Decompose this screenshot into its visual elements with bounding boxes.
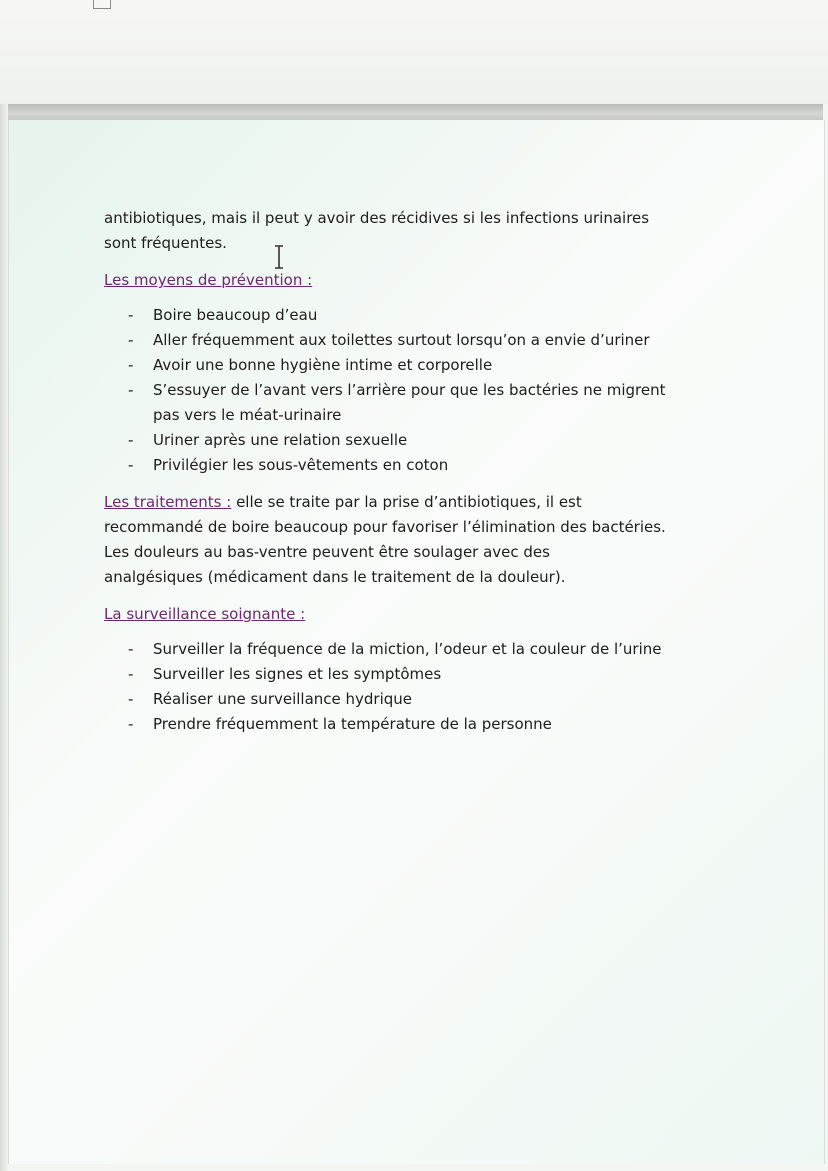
document-content xyxy=(104,206,744,737)
prevention-list xyxy=(104,303,744,478)
intro-line-1: antibiotiques, mais il peut y avoir des récidives si les infections urinaires xyxy=(104,209,650,227)
list-item: - S’essuyer de l’avant vers l’arrière pour que les bactéries ne migrent xyxy=(153,378,744,403)
list-item: - Boire beaucoup d’eau xyxy=(153,303,744,328)
intro-line-2: sont fréquentes. xyxy=(104,234,227,252)
traitements-line-1-text: elle se traite par la prise d’antibiotiques, il est xyxy=(231,493,582,511)
surveillance-list xyxy=(104,637,744,737)
prevention-heading: Les moyens de prévention : xyxy=(104,271,313,289)
list-item: - Privilégier les sous-vêtements en coton xyxy=(153,453,744,478)
ruler-tick-icon xyxy=(93,0,111,9)
list-item: - Réaliser une surveillance hydrique xyxy=(153,687,744,712)
page-divider xyxy=(8,104,823,120)
traitements-line-2: recommandé de boire beaucoup pour favoriser l’élimination des bactéries. xyxy=(104,518,666,536)
surveillance-heading-line xyxy=(104,602,744,627)
traitements-line-1 xyxy=(104,490,744,515)
traitements-line-3: Les douleurs au bas-ventre peuvent être soulager avec des xyxy=(104,543,550,561)
surveillance-heading: La surveillance soignante : xyxy=(104,605,306,623)
list-item: - Avoir une bonne hygiène intime et corporelle xyxy=(153,353,744,378)
list-item-continuation: pas vers le méat-urinaire xyxy=(153,406,342,424)
list-item: - Aller fréquemment aux toilettes surtout lorsqu’on a envie d’uriner xyxy=(153,328,744,353)
traitements-heading: Les traitements : xyxy=(104,493,232,511)
viewer-top-area xyxy=(0,0,828,104)
prevention-heading-line xyxy=(104,268,744,293)
text-cursor-icon xyxy=(272,244,286,270)
traitements-line-4: analgésiques (médicament dans le traitement de la douleur). xyxy=(104,568,566,586)
list-item: - Uriner après une relation sexuelle xyxy=(153,428,744,453)
left-edge-shadow xyxy=(0,0,8,1171)
list-item: - Surveiller la fréquence de la miction, l’odeur et la couleur de l’urine xyxy=(153,637,744,662)
list-item: - Surveiller les signes et les symptômes xyxy=(153,662,744,687)
list-item: - Prendre fréquemment la température de la personne xyxy=(153,712,744,737)
